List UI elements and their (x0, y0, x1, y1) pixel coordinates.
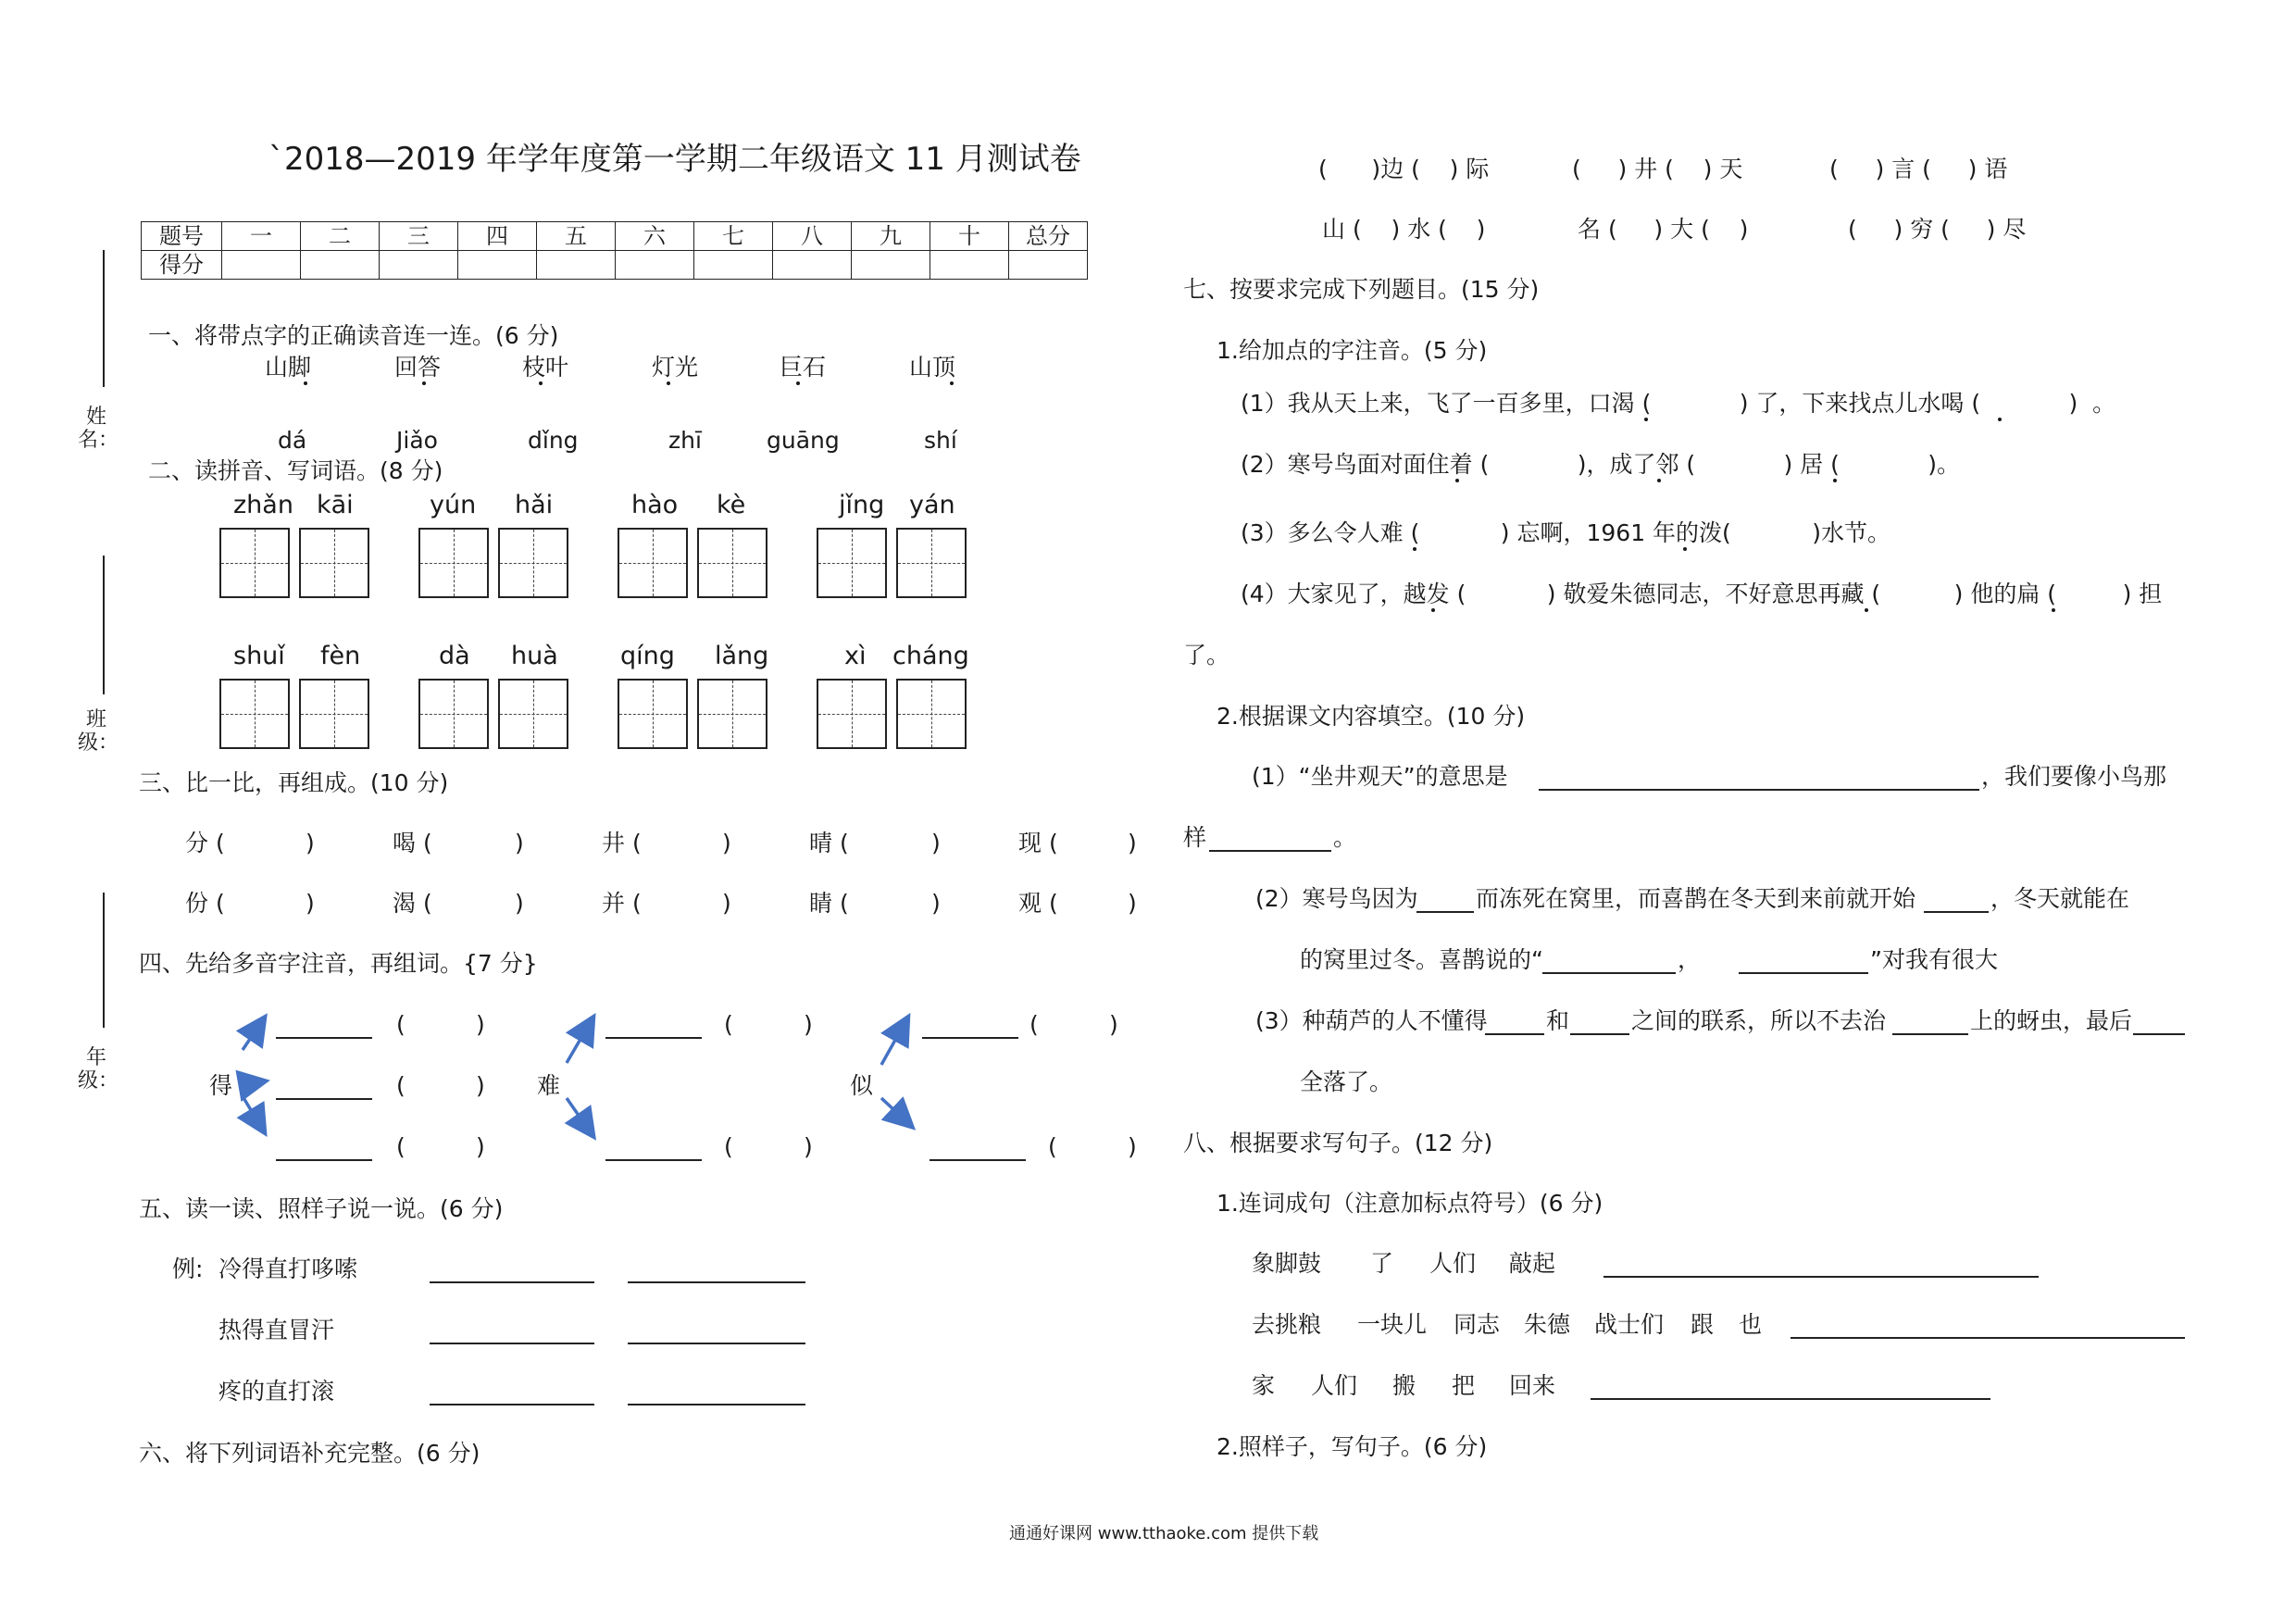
fill-text: 全落了。 (1300, 1068, 1393, 1095)
word-card: 去挑粮 (1252, 1311, 1322, 1338)
paren-close: ) (306, 830, 315, 856)
paren-close: ) (476, 1011, 485, 1038)
section1-heading: 一、将带点字的正确读音连一连。(6 分) (148, 322, 559, 349)
fill-text: ”对我有很大 (1870, 946, 1998, 973)
fill-text: 之间的联系，所以不去治 (1631, 1007, 1887, 1034)
paren-close: ) (1128, 830, 1137, 856)
answer-line[interactable] (1416, 911, 1474, 913)
answer-line[interactable] (1570, 1033, 1629, 1035)
pinyin-label: lǎng (715, 642, 769, 670)
table-header-cell: 总分 (1009, 222, 1088, 251)
idiom-item: 名 ( ) 大 ( ) (1578, 216, 1749, 243)
polyphone-char: 得 (209, 1072, 233, 1099)
paren-close: ) (476, 1133, 485, 1160)
paren-open: ( (396, 1072, 406, 1099)
emphasis-dot (1683, 547, 1687, 551)
answer-line[interactable] (1539, 789, 1979, 791)
section4-heading: 四、先给多音字注音，再组词。{7 分} (139, 950, 538, 977)
compare-item: 并 ( (602, 890, 642, 917)
fill-text: 样 (1183, 824, 1207, 851)
subheading: 1.连词成句（注意加标点符号）(6 分) (1217, 1190, 1603, 1217)
pinyin-option: dǐng (528, 427, 579, 454)
table-header-cell: 二 (301, 222, 380, 251)
section2-heading: 二、读拼音、写词语。(8 分) (148, 457, 443, 484)
fill-text: 上的蚜虫，最后 (1970, 1007, 2133, 1034)
name-label: 姓名： (78, 406, 119, 453)
table-header-cell: 八 (773, 222, 852, 251)
word-card: 同志 (1454, 1311, 1501, 1338)
paren-close: ) (722, 830, 731, 856)
compare-item: 渴 ( (393, 890, 432, 917)
answer-line[interactable] (276, 1037, 372, 1039)
word-card: 敲起 (1509, 1250, 1556, 1277)
word-card: 了 (1370, 1250, 1394, 1277)
table-header-cell: 六 (616, 222, 694, 251)
question-item: (1）我从天上来，飞了一百多里，口渴 ( ) 了，下来找点儿水喝 ( ) 。 (1241, 390, 2116, 417)
idiom-item: ( ) 井 ( ) 天 (1572, 156, 1743, 182)
paren-open: ( (396, 1133, 406, 1160)
example-label: 例: (172, 1255, 204, 1282)
word-item: 枝叶 (522, 354, 569, 381)
fill-text: 。 (1333, 824, 1357, 851)
word-card: 人们 (1429, 1250, 1477, 1277)
paren-close: ) (804, 1133, 813, 1160)
grade-label: 年级： (78, 1046, 119, 1093)
fill-text: (2）寒号鸟因为 (1255, 885, 1418, 912)
word-item: 灯光 (652, 354, 699, 381)
fill-text: 而冻死在窝里，而喜鹊在冬天到来前就开始 (1476, 885, 1916, 912)
answer-line[interactable] (276, 1159, 372, 1161)
pinyin-label: huà (511, 642, 558, 670)
paren-close: ) (515, 890, 524, 917)
paren-open: ( (1048, 1133, 1057, 1160)
fill-text: ， (1678, 946, 1702, 973)
word-card: 跟 (1691, 1311, 1715, 1338)
pinyin-label: yún (430, 491, 477, 519)
branch-arrows (0, 0, 1148, 1167)
answer-line[interactable] (1485, 1033, 1544, 1035)
paren-close: ) (1128, 1133, 1137, 1160)
paren-close: ) (306, 890, 315, 917)
table-header-cell: 九 (852, 222, 930, 251)
word-card: 回来 (1509, 1372, 1556, 1399)
subheading: 1.给加点的字注音。(5 分) (1217, 337, 1488, 364)
answer-line[interactable] (430, 1404, 594, 1405)
example-phrase: 疼的直打滚 (218, 1378, 335, 1405)
fill-text: (1）“坐井观天”的意思是 (1252, 763, 1508, 790)
answer-line[interactable] (430, 1281, 594, 1283)
section7-heading: 七、按要求完成下列题目。(15 分) (1183, 276, 1540, 303)
compare-item: 分 ( (185, 830, 225, 856)
paren-open: ( (724, 1011, 733, 1038)
word-card: 搬 (1392, 1372, 1416, 1399)
example-phrase: 热得直冒汗 (218, 1317, 335, 1343)
paren-close: ) (515, 830, 524, 856)
pinyin-label: dà (439, 642, 470, 670)
compare-item: 份 ( (185, 890, 225, 917)
pinyin-label: cháng (892, 642, 969, 670)
emphasis-dot (2052, 608, 2055, 612)
class-label: 班级： (78, 708, 119, 756)
answer-line[interactable] (2133, 1033, 2185, 1035)
answer-line[interactable] (430, 1343, 594, 1344)
answer-line[interactable] (628, 1343, 805, 1344)
fill-text: (3）种葫芦的人不懂得 (1255, 1007, 1488, 1034)
paren-open: ( (396, 1011, 406, 1038)
word-card: 也 (1739, 1311, 1763, 1338)
pinyin-label: yán (909, 491, 955, 519)
emphasis-dot (1657, 479, 1661, 482)
emphasis-dot (1644, 418, 1648, 421)
word-card: 家 (1252, 1372, 1276, 1399)
word-item: 山脚 (265, 354, 312, 381)
section8-heading: 八、根据要求写句子。(12 分) (1183, 1130, 1493, 1156)
subheading: 2.根据课文内容填空。(10 分) (1217, 703, 1526, 730)
idiom-item: 山 ( ) 水 ( ) (1322, 216, 1486, 243)
section3-heading: 三、比一比，再组成。(10 分) (139, 769, 449, 796)
word-item: 回答 (394, 354, 442, 381)
paren-close: ) (931, 830, 941, 856)
paren-close: ) (1128, 890, 1137, 917)
polyphone-char: 似 (850, 1072, 874, 1099)
pinyin-label: zhǎn (233, 491, 293, 519)
table-header-cell: 三 (380, 222, 458, 251)
answer-line[interactable] (1739, 972, 1868, 974)
pinyin-label: fèn (320, 642, 361, 670)
pinyin-label: hǎi (515, 491, 554, 519)
polyphone-char: 难 (537, 1072, 561, 1099)
table-header-cell: 十 (930, 222, 1009, 251)
fill-text: ，我们要像小鸟那 (1981, 763, 2167, 790)
idiom-item: ( ) 言 ( ) 语 (1829, 156, 2008, 182)
word-card: 战士们 (1594, 1311, 1665, 1338)
pinyin-label: qíng (620, 642, 675, 670)
fill-text: ，冬天就能在 (1990, 885, 2130, 912)
compare-item: 井 ( (602, 830, 642, 856)
answer-line[interactable] (930, 1159, 1026, 1161)
pinyin-label: jǐng (839, 491, 885, 519)
fill-text: 的窝里过冬。喜鹊说的“ (1300, 946, 1543, 973)
answer-line[interactable] (1924, 911, 1989, 913)
pinyin-label: kè (717, 491, 746, 519)
answer-line[interactable] (628, 1404, 805, 1405)
answer-line[interactable] (1542, 972, 1676, 974)
answer-line[interactable] (922, 1037, 1018, 1039)
idiom-item: ( )边 ( ) 际 (1318, 156, 1490, 182)
wrap-text: 了。 (1183, 642, 1230, 668)
compare-item: 喝 ( (393, 830, 432, 856)
answer-line[interactable] (1892, 1033, 1968, 1035)
table-header-cell: 一 (222, 222, 301, 251)
answer-line[interactable] (1603, 1276, 2039, 1278)
paren-close: ) (476, 1072, 485, 1099)
pinyin-option: guāng (767, 427, 840, 454)
pinyin-label: kāi (317, 491, 354, 519)
question-item: (4）大家见了，越发 ( ) 敬爱朱德同志，不好意思再藏 ( ) 他的扁 ( ) 担 (1241, 581, 2163, 607)
table-header-cell: 四 (458, 222, 537, 251)
word-card: 把 (1452, 1372, 1476, 1399)
question-item: (2）寒号鸟面对面住着 ( )，成了邻 ( ) 居 ( )。 (1241, 451, 1961, 478)
section5-heading: 五、读一读、照样子说一说。(6 分) (139, 1195, 504, 1222)
table-row-label: 得分 (142, 251, 222, 280)
section6-heading: 六、将下列词语补充完整。(6 分) (139, 1440, 480, 1467)
answer-line[interactable] (605, 1159, 702, 1161)
pinyin-option: zhī (668, 427, 702, 454)
emphasis-dot (1998, 418, 2002, 421)
answer-line[interactable] (276, 1098, 372, 1100)
word-card: 象脚鼓 (1252, 1250, 1322, 1277)
emphasis-dot (1455, 479, 1459, 482)
table-header-cell: 五 (537, 222, 616, 251)
pinyin-option: dá (278, 427, 307, 454)
answer-line[interactable] (1209, 850, 1331, 852)
subheading: 2.照样子，写句子。(6 分) (1217, 1433, 1488, 1460)
compare-item: 晴 ( (809, 830, 849, 856)
answer-line[interactable] (1791, 1337, 2185, 1339)
compare-item: 现 ( (1018, 830, 1058, 856)
table-header-cell: 七 (694, 222, 773, 251)
paren-close: ) (1109, 1011, 1118, 1038)
emphasis-dot (1413, 547, 1416, 551)
answer-line[interactable] (628, 1281, 805, 1283)
word-item: 巨石 (780, 354, 827, 381)
fill-text: 和 (1546, 1007, 1570, 1034)
word-card: 朱德 (1524, 1311, 1571, 1338)
paren-open: ( (724, 1133, 733, 1160)
word-card: 一块儿 (1357, 1311, 1428, 1338)
paren-open: ( (1029, 1011, 1039, 1038)
word-card: 人们 (1311, 1372, 1358, 1399)
footer-text: 通通好课网 www.tthaoke.com 提供下载 (1009, 1524, 1319, 1543)
pinyin-label: hào (631, 491, 679, 519)
example-phrase: 冷得直打哆嗦 (218, 1255, 358, 1282)
question-item: (3）多么令人难 ( ) 忘啊，1961 年的泼( )水节。 (1241, 519, 1890, 546)
paren-close: ) (722, 890, 731, 917)
answer-line[interactable] (1591, 1398, 1990, 1400)
compare-item: 观 ( (1018, 890, 1058, 917)
page-title: `2018—2019 年学年度第一学期二年级语文 11 月测试卷 (268, 141, 1081, 178)
compare-item: 睛 ( (809, 890, 849, 917)
pinyin-label: shuǐ (233, 642, 285, 670)
table-header-cell: 题号 (142, 222, 222, 251)
paren-close: ) (804, 1011, 813, 1038)
emphasis-dot (1865, 608, 1868, 612)
answer-line[interactable] (605, 1037, 702, 1039)
emphasis-dot (1431, 608, 1435, 612)
word-item: 山顶 (909, 354, 956, 381)
idiom-item: ( ) 穷 ( ) 尽 (1848, 216, 2027, 243)
paren-close: ) (931, 890, 941, 917)
pinyin-option: Jiǎo (396, 427, 438, 454)
emphasis-dot (1833, 479, 1837, 482)
pinyin-option: shí (924, 427, 957, 454)
pinyin-label: xì (844, 642, 867, 670)
